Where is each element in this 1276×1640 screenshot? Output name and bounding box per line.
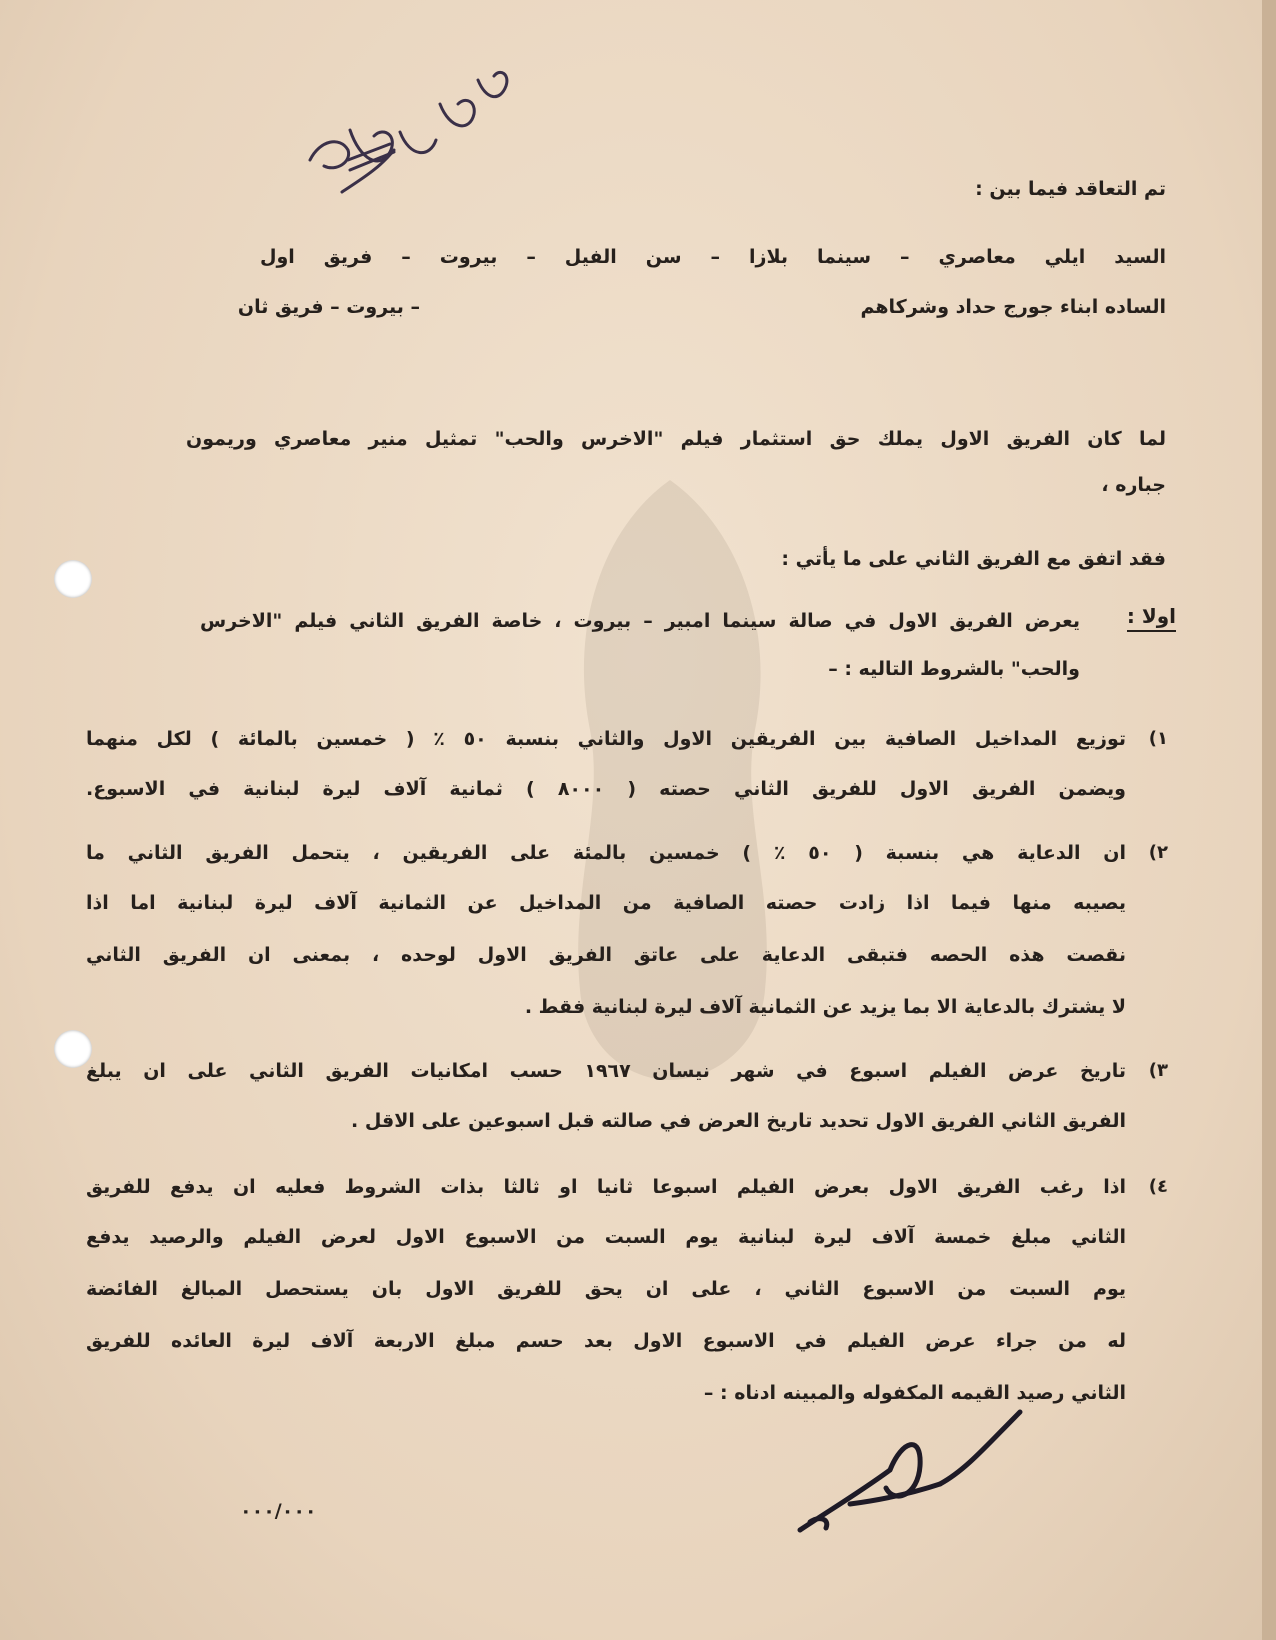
clause-3-line-2: الفريق الثاني الفريق الاول تحديد تاريخ العرض في صالته قبل اسبوعين على الاقل . [350, 1110, 1126, 1132]
page-edge [1262, 0, 1276, 1640]
page-continuation: ٠٠٠/٠٠٠ [240, 1500, 317, 1522]
section-first-line-1: يعرض الفريق الاول في صالة سينما امبير – بيروت ، خاصة الفريق الثاني فيلم "الاخرس [200, 610, 1080, 632]
party-two-name: الساده ابناء جورج حداد وشركاهم [860, 296, 1166, 318]
contract-intro: تم التعاقد فيما بين : [975, 178, 1166, 200]
clause-3-line-1: تاريخ عرض الفيلم اسبوع في شهر نيسان ١٩٦٧ حسب امكانيات الفريق الثاني على ان يبلغ [86, 1060, 1126, 1082]
clause-number: ١) [1148, 728, 1168, 749]
punch-hole-top [54, 560, 92, 598]
clause-number: ٣) [1148, 1060, 1168, 1081]
clause-4-line-4: له من جراء عرض الفيلم في الاسبوع الاول بعد حسم مبلغ الاربعة آلاف ليرة العائده للفريق [86, 1330, 1126, 1352]
clause-4-line-3: يوم السبت من الاسبوع الثاني ، على ان يحق للفريق الاول بان يستحصل المبالغ الفائضة [86, 1278, 1126, 1300]
clause-2-line-1: ان الدعاية هي بنسبة ( ٥٠ ٪ ) خمسين بالمئة على الفريقين ، يتحمل الفريق الثاني ما [86, 842, 1126, 864]
clause-4-line-5: الثاني رصيد القيمه المكفوله والمبينه ادناه : – [703, 1382, 1126, 1404]
clause-number: ٢) [1148, 842, 1168, 863]
signature [790, 1400, 1030, 1540]
party-two-place: – بيروت – فريق ثان [237, 296, 420, 318]
whereas-line-2: جباره ، [1101, 474, 1166, 496]
agreement-statement: فقد اتفق مع الفريق الثاني على ما يأتي : [781, 548, 1166, 570]
clause-1-line-1: توزيع المداخيل الصافية بين الفريقين الاول والثاني بنسبة ٥٠ ٪ ( خمسين بالمائة ) لكل منهما [86, 728, 1126, 750]
clause-1-line-2: ويضمن الفريق الاول للفريق الثاني حصته ( ٨٠٠٠ ) ثمانية آلاف ليرة لبنانية في الاسبوع. [86, 778, 1126, 800]
section-first-line-2: والحب" بالشروط التاليه : – [828, 658, 1080, 680]
clause-2-line-2: يصيبه منها فيما اذا زادت حصته الصافية من المداخيل عن الثمانية آلاف ليرة لبنانية اما اذا [86, 892, 1126, 914]
section-first-label: اولا : [1127, 604, 1176, 632]
clause-2-line-3: نقصت هذه الحصه فتبقى الدعاية على عاتق الفريق الاول لوحده ، بمعنى ان الفريق الثاني [86, 944, 1126, 966]
party-one-line: السيد ايلي معاصري – سينما بلازا – سن الفيل – بيروت – فريق اول [260, 246, 1166, 268]
whereas-line-1: لما كان الفريق الاول يملك حق استثمار فيلم "الاخرس والحب" تمثيل منير معاصري وريمون [186, 428, 1166, 450]
handwritten-note-graphic [290, 40, 520, 210]
clause-4-line-2: الثاني مبلغ خمسة آلاف ليرة لبنانية يوم السبت من الاسبوع الاول لعرض الفيلم والرصيد يدفع [86, 1226, 1126, 1248]
clause-4-line-1: اذا رغب الفريق الاول بعرض الفيلم اسبوعا ثانيا او ثالثا بذات الشروط فعليه ان يدفع للفريق [86, 1176, 1126, 1198]
clause-2-line-4: لا يشترك بالدعاية الا بما يزيد عن الثمانية آلاف ليرة لبنانية فقط . [524, 996, 1126, 1018]
clause-number: ٤) [1148, 1176, 1168, 1197]
